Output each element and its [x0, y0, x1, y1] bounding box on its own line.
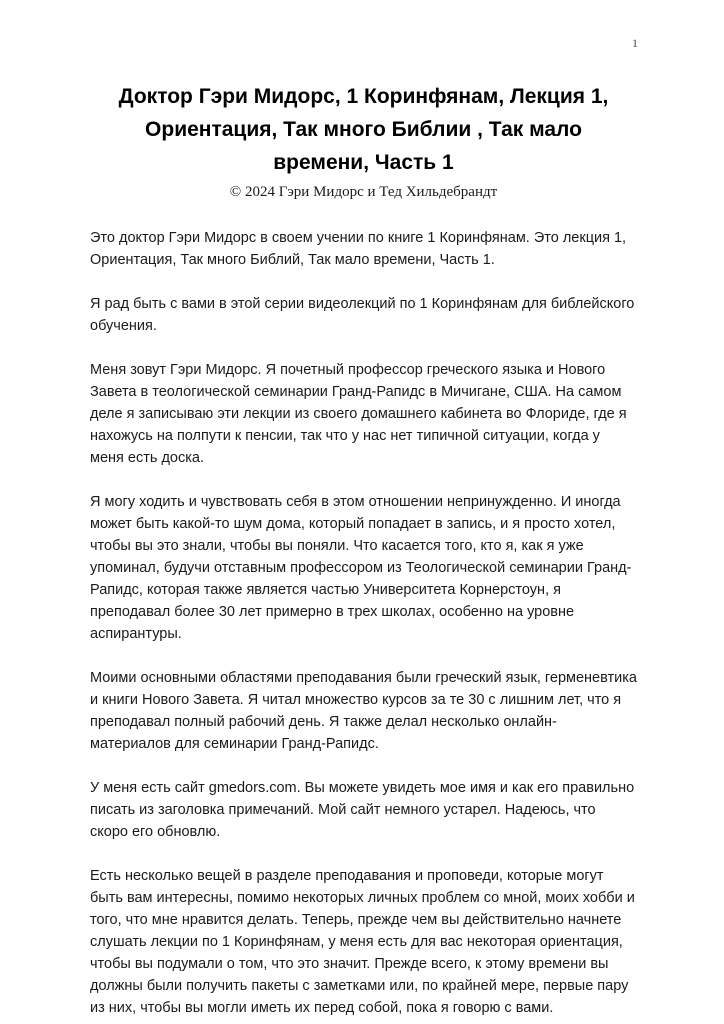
- body-paragraph: Меня зовут Гэри Мидорс. Я почетный профессор греческого языка и Нового Завета в теологической семинарии Гранд-Рапидс в Мичигане, США. На самом деле я записываю эти лекции из своего домашнего кабинета во Флориде, где я нахожусь на полпути к пенсии, так что у нас нет типичной ситуации, когда у меня есть доска.: [90, 362, 627, 466]
- title-line: времени, Часть 1: [273, 151, 454, 174]
- document-title: [90, 80, 637, 179]
- title-line: Ориентация, Так много Библии , Так мало: [145, 118, 582, 141]
- body-paragraph: Моими основными областями преподавания были греческий язык, герменевтика и книги Нового Завета. Я читал множество курсов за те 30 с лишним лет, что я преподавал полный рабочий день. Я также делал несколько онлайн-материалов для семинарии Гранд-Рапидс.: [90, 670, 637, 752]
- page-number: 1: [632, 36, 638, 50]
- title-line: Доктор Гэри Мидорс, 1 Коринфянам, Лекция 1,: [118, 85, 609, 108]
- copyright-line: © 2024 Гэри Мидорс и Тед Хильдебрандт: [229, 184, 498, 200]
- body-paragraph: Есть несколько вещей в разделе преподавания и проповеди, которые могут быть вам интересны, помимо некоторых личных проблем со мной, моих хобби и того, что мне нравится делать. Теперь, прежде чем вы действительно начнете слушать лекции по 1 Коринфянам, у меня есть для вас некоторая ориентация, чтобы вы подумали о том, что это значит. Прежде всего, к этому времени вы должны были получить пакеты с заметками или, по крайней мере, первые пару из них, чтобы вы могли иметь их перед собой, пока я говорю с вами.: [90, 868, 635, 1016]
- document-body: [90, 227, 637, 1019]
- body-paragraph: У меня есть сайт gmedors.com. Вы можете увидеть мое имя и как его правильно писать из заголовка примечаний. Мой сайт немного устарел. Надеюсь, что скоро его обновлю.: [90, 780, 635, 840]
- body-paragraph: Я рад быть с вами в этой серии видеолекций по 1 Коринфянам для библейского обучения.: [90, 296, 635, 334]
- body-paragraph: Это доктор Гэри Мидорс в своем учении по книге 1 Коринфянам. Это лекция 1, Ориентация, Так много Библий, Так мало времени, Часть 1.: [90, 230, 627, 268]
- body-paragraph: Я могу ходить и чувствовать себя в этом отношении непринужденно. И иногда может быть какой-то шум дома, который попадает в запись, и я просто хотел, чтобы вы это знали, чтобы вы поняли. Что касается того, кто я, как я уже упоминал, будучи отставным профессором из Теологической семинарии Гранд-Рапидс, которая также является частью Университета Корнерстоун, я преподавал более 30 лет примерно в трех школах, особенно на уровне аспирантуры.: [90, 494, 632, 642]
